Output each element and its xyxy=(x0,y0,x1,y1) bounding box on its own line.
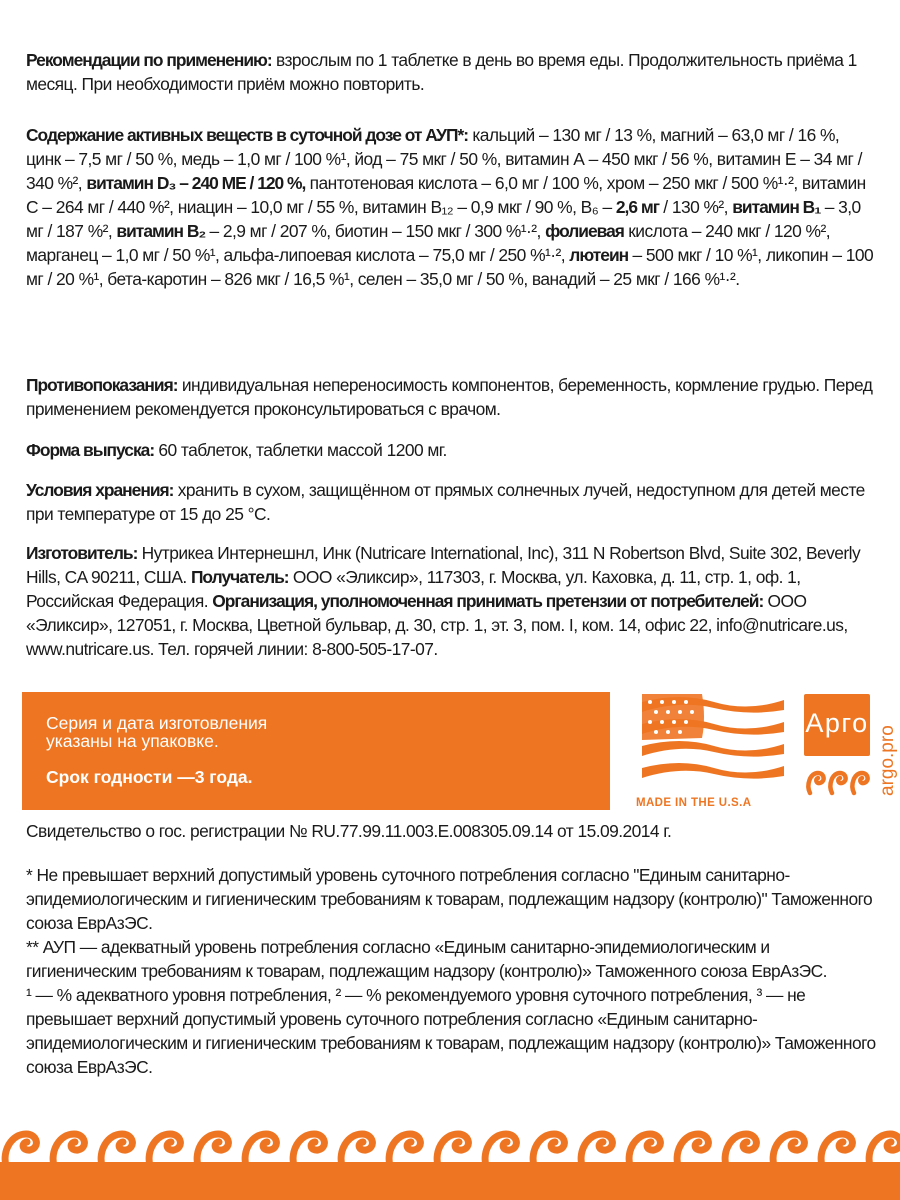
content-vitamin-b2: витамин В₂ xyxy=(116,221,206,241)
argo-logo-text: Арго xyxy=(805,708,869,738)
footnote: ¹ — % адекватного уровня потребления, ² — % рекомендуемого уровня суточного потребления, ³ — не превышает верхний допустимый уровень суточного потребления согласно «Единым санитарно-эпидемиологическим и гигиеническим требованиям к товарам, подлежащим надзору (контролю)» Таможенного союза ЕврАзЭС. xyxy=(26,985,876,1077)
wave-scroll-icon xyxy=(389,1134,420,1166)
form-text: 60 таблеток, таблетки массой 1200 мг. xyxy=(154,440,447,460)
wave-scroll-icon xyxy=(197,1134,228,1166)
wave-scroll-icon xyxy=(677,1134,708,1166)
made-in-usa-label: MADE IN THE U.S.A xyxy=(636,797,752,809)
contraindications-text: индивидуальная непереносимость компонентов, беременность, кормление грудью. Перед применением рекомендуется проконсультироваться с врачом. xyxy=(26,375,873,419)
content-text: / 130 %², xyxy=(658,197,733,217)
recommendation-label: Рекомендации по применению: xyxy=(26,50,272,70)
contraindications-label: Противопоказания: xyxy=(26,375,178,395)
wave-scroll-icon xyxy=(869,1134,900,1166)
footnote: * Не превышает верхний допустимый уровень суточного потребления согласно "Единым санитарно-эпидемиологическим и гигиеническим требованиям к товарам, подлежащим надзору (контролю)" Таможенного союза ЕврАзЭС. xyxy=(26,865,873,933)
content-vitamin-b1: витамин В₁ xyxy=(732,197,821,217)
claims-org-label: Организация, уполномоченная принимать претензии от потребителей: xyxy=(212,591,764,611)
argo-website-label: argo.pro xyxy=(877,725,898,796)
content-text: кальций – 130 мг / 13 %, магний – 63,0 мг / 16 %, цинк – 7,5 мг / 50 %, медь – 1,0 мг / 100 %¹, йод – 75 мкг / 50 %, витамин А – 450 мкг / 56 %, витамин Е – 34 мг / 340 %², xyxy=(26,125,862,193)
content-folic: фолиевая xyxy=(545,221,624,241)
storage-text: хранить в сухом, защищённом от прямых солнечных лучей, недоступном для детей месте при температуре от 15 до 25 °С. xyxy=(26,480,865,524)
manufacturer-text: Нутрикеа Интернешнл, Инк (Nutricare International, Inc), 311 N Robertson Blvd, Suite 302, Beverly Hills, CA 90211, США. xyxy=(26,543,861,587)
wave-scroll-icon xyxy=(773,1134,804,1166)
form-paragraph xyxy=(26,438,878,462)
content-vitamin-d: витамин D₃ – 240 МЕ / 120 %, xyxy=(86,173,306,193)
content-text: – 3,0 мг / 187 %², xyxy=(26,197,861,241)
batch-info-line: Серия и дата изготовления xyxy=(46,713,268,733)
usa-flag-icon xyxy=(640,690,786,786)
recipient-label: Получатель: xyxy=(190,567,289,587)
content-text: пантотеновая кислота – 6,0 мг / 100 %, хром – 250 мкг / 500 %¹·², витамин С – 264 мг / 440 %², ниацин – 10,0 мг / 55 %, витамин В₁₂ – 0,9 мкг / 90 %, В₆ – xyxy=(26,173,866,217)
wave-scroll-icon xyxy=(725,1134,756,1166)
wave-pattern-band xyxy=(0,1108,900,1200)
contraindications-paragraph xyxy=(26,373,878,421)
claims-org-text: ООО «Эликсир», 127051, г. Москва, Цветной бульвар, д. 30, стр. 1, эт. 3, пом. I, ком. 14, офис 22, info@nutricare.us, www.nutricare.us. Тел. горячей линии: 8-800-505-17-07. xyxy=(26,591,848,659)
wave-scroll-icon xyxy=(101,1134,132,1166)
storage-paragraph xyxy=(26,478,878,526)
recommendation-text: взрослым по 1 таблетке в день во время еды. Продолжительность приёма 1 месяц. При необходимости приём можно повторить. xyxy=(26,50,857,94)
form-label: Форма выпуска: xyxy=(26,440,155,460)
storage-label: Условия хранения: xyxy=(26,480,174,500)
wave-scroll-icon xyxy=(485,1134,516,1166)
footnotes xyxy=(26,863,878,1079)
recommendation-paragraph xyxy=(26,48,878,96)
wave-scroll-icon xyxy=(341,1134,372,1166)
recipient-text: ООО «Эликсир», 117303, г. Москва, ул. Каховка, д. 11, стр. 1, оф. 1, Российская Федерация. xyxy=(26,567,801,611)
wave-scroll-icon xyxy=(293,1134,324,1166)
argo-logo xyxy=(804,694,870,756)
registration-certificate: Свидетельство о гос. регистрации № RU.77.99.11.003.Е.008305.09.14 от 15.09.2014 г. xyxy=(26,821,672,841)
batch-info-line: указаны на упаковке. xyxy=(46,731,219,751)
wave-scroll-icon xyxy=(581,1134,612,1166)
content-paragraph xyxy=(26,123,878,291)
wave-scroll-icon xyxy=(5,1134,36,1166)
wave-scroll-icon xyxy=(437,1134,468,1166)
content-text: – 2,9 мг / 207 %, биотин – 150 мкг / 300 %¹·², xyxy=(205,221,546,241)
wave-scroll-icon xyxy=(629,1134,660,1166)
content-label: Содержание активных веществ в суточной дозе от АУП*: xyxy=(26,125,469,145)
wave-ornament-icon xyxy=(804,763,872,801)
manufacturer-paragraph xyxy=(26,541,878,661)
wave-scroll-icon xyxy=(245,1134,276,1166)
manufacturer-label: Изготовитель: xyxy=(26,543,138,563)
content-text: кислота – 240 мкг / 120 %², марганец – 1,0 мг / 50 %¹, альфа-липоевая кислота – 75,0 мг / 250 %¹·², xyxy=(26,221,830,265)
wave-scroll-icon xyxy=(821,1134,852,1166)
content-lutein: лютеин xyxy=(569,245,629,265)
batch-info-box xyxy=(22,692,610,810)
wave-scroll-icon xyxy=(53,1134,84,1166)
content-b6-value: 2,6 мг xyxy=(615,197,659,217)
content-text: – 500 мкг / 10 %¹, ликопин – 100 мг / 20 %¹, бета-каротин – 826 мкг / 16,5 %¹, селен – 35,0 мг / 50 %, ванадий – 25 мкг / 166 %¹·². xyxy=(26,245,874,289)
footnote: ** АУП — адекватный уровень потребления согласно «Единым санитарно-эпидемиологическим и гигиеническим требованиям к товарам, подлежащим надзору (контролю)» Таможенного союза ЕврАзЭС. xyxy=(26,937,827,981)
wave-scroll-icon xyxy=(533,1134,564,1166)
shelf-life-text: Срок годности —3 года. xyxy=(46,767,253,787)
wave-scroll-icon xyxy=(149,1134,180,1166)
